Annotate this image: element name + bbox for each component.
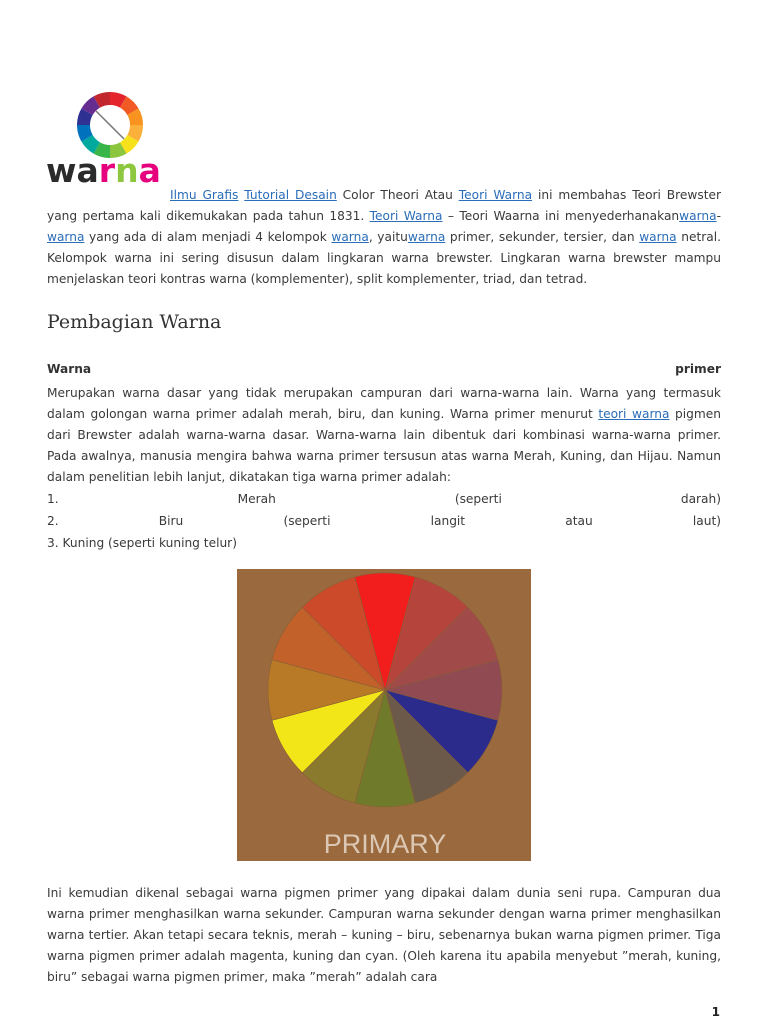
list-cell: Merah [237,492,276,506]
list-item-2 [47,514,721,528]
list-cell: Biru [158,514,184,528]
link-warna[interactable]: warna [679,209,717,223]
section-heading: Pembagian Warna [47,311,222,333]
link-teori-warna[interactable]: Teori Warna [369,209,443,223]
primary-wheel-svg [237,569,531,861]
link-teori-warna[interactable]: Teori Warna [458,188,533,202]
logo-word [46,151,161,190]
intro-text: – Teori Waarna ini menyederhanakan [442,209,680,223]
list-cell: langit [430,514,466,528]
link-tutorial-desain[interactable]: Tutorial Desain [244,188,337,202]
after-paragraph: Ini kemudian dikenal sebagai warna pigmen primer yang dipakai dalam dunia seni rupa. Campuran dua warna primer menghasilkan warna sekunder. Campuran warna sekunder dengan warna primer menghasilkan warna tertier. Akan tetapi secara teknis, merah – kuning – biru, sebenarnya bukan warna pigmen primer. Tiga warna pigmen primer adalah magenta, kuning dan cyan. (Oleh karena itu apabila menyebut ”merah, kuning, biru” sebagai warna pigmen primer, maka ”merah” adalah cara [47,886,721,984]
logo-letter: a [138,151,161,190]
link-warna[interactable]: warna [639,230,677,244]
page-number: 1 [711,1005,720,1019]
link-teori-warna[interactable]: teori warna [598,407,670,421]
subheading-warna-primer [47,362,721,376]
subheading-right: primer [675,362,721,376]
intro-text: ini membahas Teori Brewster yang pertama kali dikemukakan pada tahun 1831. [47,188,722,223]
primer-text: Merupakan warna dasar yang tidak merupakan campuran dari warna-warna lain. Warna yang termasuk dalam golongan warna primer adalah merah, biru, dan kuning. Warna primer menurut [47,386,721,421]
list-item-3 [47,536,721,550]
primer-paragraph [47,383,721,488]
intro-text: Color Theori Atau [336,188,459,202]
logo-letter: w [46,151,77,190]
intro-text: - [716,209,722,223]
figure-label: PRIMARY [323,829,447,859]
subheading-left: Warna [47,362,92,376]
list-cell: (seperti [454,492,502,506]
intro-text: netral. Kelompok warna ini sering disusun dalam lingkaran warna brewster. Lingkaran warna brewster mampu menjelaskan teori kontras warna (komplementer), split komplementer, triad, dan tetrad. [47,230,721,286]
link-warna[interactable]: warna [331,230,369,244]
link-warna[interactable]: warna [47,230,85,244]
list-cell: darah) [680,492,721,506]
intro-paragraph [47,185,721,290]
intro-text: yang ada di alam menjadi 4 kelompok [84,230,332,244]
list-cell: atau [565,514,593,528]
link-warna[interactable]: warna [407,230,446,244]
color-wheel-icon [75,90,145,160]
logo-letter: a [76,151,99,190]
warna-logo [46,88,176,196]
logo-letter: n [115,151,139,190]
primary-color-wheel-figure [237,569,531,861]
logo-letter: r [98,151,116,190]
list-cell: (seperti [283,514,331,528]
list-cell: 3. Kuning (seperti kuning telur) [47,536,237,550]
intro-text: , yaitu [368,230,408,244]
list-cell: 2. [47,514,59,528]
primer-text: pigmen dari Brewster adalah warna-warna dasar. Warna-warna lain dibentuk dari kombinasi warna-warna primer. Pada awalnya, manusia mengira bahwa warna primer tersusun atas warna Merah, Kuning, dan Hijau. Namun dalam penelitian lebih lanjut, dikatakan tiga warna primer adalah: [47,407,721,484]
intro-text: primer, sekunder, tersier, dan [445,230,640,244]
link-ilmu-grafis[interactable]: Ilmu Grafis [170,188,239,202]
list-item-1 [47,492,721,506]
list-cell: laut) [692,514,721,528]
list-cell: 1. [47,492,59,506]
